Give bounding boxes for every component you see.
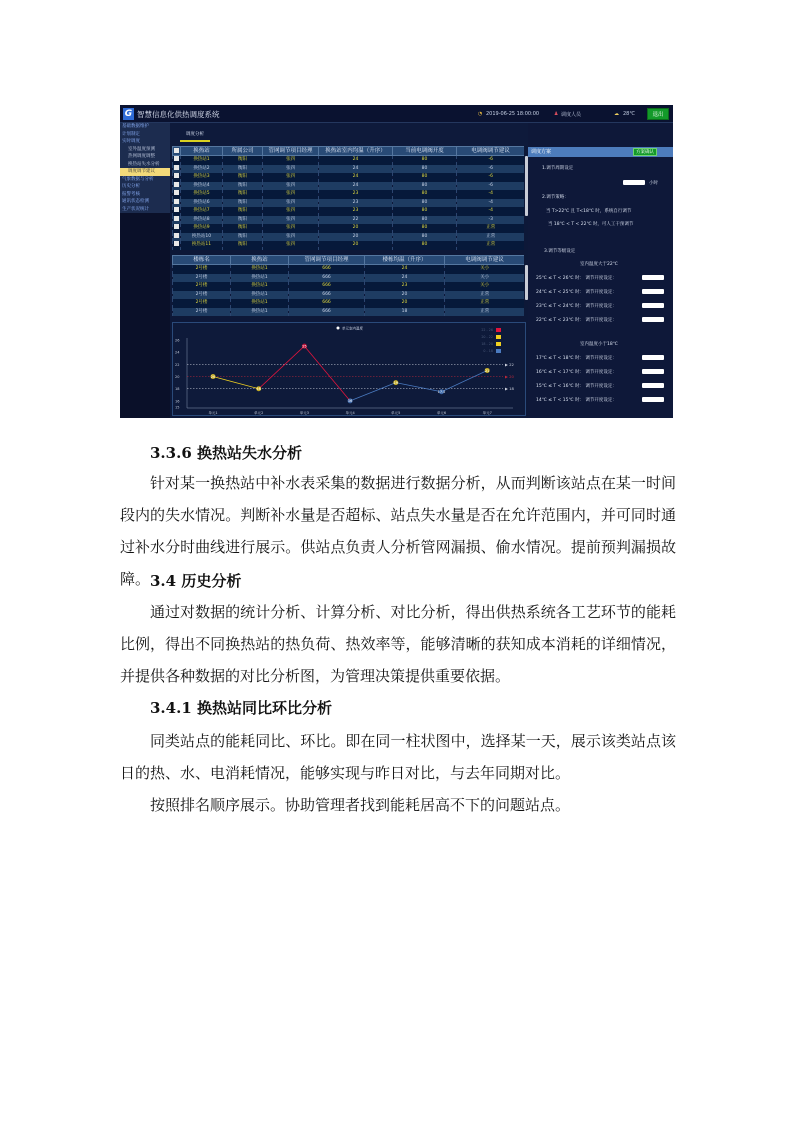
table-cell: 换热站1	[231, 274, 289, 283]
opening-input[interactable]	[642, 383, 664, 388]
paragraph-history: 通过对数据的统计分析、计算分析、对比分析，得出供热系统各工艺环节的能耗比例，得出不同换热站的热负荷、热效率等，能够清晰的获知成本消耗的详细情况，并提供各种数据的对比分析图，为管理决策提供重要依据。	[120, 603, 676, 685]
table-cell: 23	[319, 207, 393, 216]
table-cell: 张四	[263, 199, 319, 208]
mark-line-label: ▶ 20	[505, 374, 514, 380]
data-label: 25	[302, 344, 307, 349]
table-cell: 20	[319, 224, 393, 233]
table-cell: 张四	[263, 165, 319, 174]
table-cell: 衡阳	[223, 216, 263, 225]
low-temp-title: 室内温度小于18℃	[580, 342, 618, 347]
table-cell: 24	[319, 173, 393, 182]
piece-swatch[interactable]	[496, 328, 501, 332]
table-cell: 2号楼	[173, 282, 231, 291]
table-cell: 24	[319, 156, 393, 165]
strategy-label: 2.调节策略：	[542, 195, 569, 200]
column-header: 换热站	[181, 147, 223, 156]
y-tick-label: 15	[175, 405, 180, 410]
tab-bar	[170, 123, 528, 146]
table-cell: 正常	[445, 291, 525, 300]
sidebar-item[interactable]: 换热站失水分析	[120, 161, 170, 169]
table-cell: 80	[393, 182, 457, 191]
table-cell: 衡阳	[223, 190, 263, 199]
table-cell: 2号楼	[173, 265, 231, 274]
column-header: 所属公司	[223, 147, 263, 156]
table-row[interactable]	[173, 241, 525, 250]
table-row[interactable]	[173, 207, 525, 216]
cycle-unit: 小时	[649, 181, 658, 186]
row-checkbox[interactable]	[173, 156, 181, 165]
legend-label[interactable]: 单元室内温度	[342, 326, 363, 331]
x-tick-label: 单元6	[436, 411, 447, 415]
x-tick-label: 单元7	[482, 411, 492, 415]
level-rule: 16℃ ≤ T < 17℃ 时： 调节开度设定：	[536, 370, 617, 375]
table-cell: 换热站11	[181, 241, 223, 250]
table-cell: 80	[393, 165, 457, 174]
opening-input[interactable]	[642, 355, 664, 360]
table-cell: 衡阳	[223, 207, 263, 216]
table-cell: 22	[319, 216, 393, 225]
line-segment	[259, 346, 305, 389]
y-tick-label: 26	[175, 338, 180, 343]
x-tick-label: 单元4	[345, 411, 355, 415]
cycle-label: 1.调节周期设定	[542, 166, 574, 171]
mark-line-label: ▶ 22	[505, 361, 514, 367]
confirm-plan-button[interactable]: 方案确认	[633, 148, 657, 156]
table-cell: 张四	[263, 173, 319, 182]
table-row[interactable]	[173, 233, 525, 242]
table-row[interactable]	[173, 282, 525, 291]
table-cell: 张四	[263, 207, 319, 216]
row-checkbox[interactable]	[173, 216, 181, 225]
row-checkbox[interactable]	[173, 199, 181, 208]
data-label: 17.5	[437, 390, 446, 395]
opening-input[interactable]	[642, 289, 664, 294]
piece-label: 18 - 20	[481, 342, 493, 346]
table-cell: 666	[289, 265, 365, 274]
table-cell: 关小	[445, 282, 525, 291]
app-header	[120, 105, 673, 123]
table-cell: 衡阳	[223, 173, 263, 182]
table-cell: 换热站1	[231, 265, 289, 274]
level-rule: 24℃ ≤ T < 25℃ 时： 调节开度设定：	[536, 290, 617, 295]
column-header: 换热站	[231, 256, 289, 265]
table-cell: 张四	[263, 216, 319, 225]
table-cell: 24	[319, 165, 393, 174]
main-panel	[170, 123, 528, 418]
level-rule: 15℃ ≤ T < 16℃ 时： 调节开度设定：	[536, 384, 617, 389]
row-checkbox[interactable]	[173, 165, 181, 174]
level-rule: 17℃ ≤ T < 18℃ 时： 调节开度设定：	[536, 356, 617, 361]
sidebar-item[interactable]: 报警考核	[120, 191, 170, 199]
table-row[interactable]	[173, 274, 525, 283]
table-cell: 80	[393, 233, 457, 242]
table-row[interactable]	[173, 190, 525, 199]
table-cell: 换热站1	[181, 156, 223, 165]
opening-input[interactable]	[642, 369, 664, 374]
app-title: 智慧信息化供热调度系统	[137, 110, 220, 119]
table-cell: 23	[319, 190, 393, 199]
table-row[interactable]	[173, 299, 525, 308]
table-row[interactable]	[173, 291, 525, 300]
column-header: 楼栋均温（升序）	[365, 256, 445, 265]
table-cell: 666	[289, 299, 365, 308]
table-cell: 80	[393, 216, 457, 225]
column-header: 管网调节项目经理	[263, 147, 319, 156]
table-cell: 换热站9	[181, 224, 223, 233]
opening-input[interactable]	[642, 275, 664, 280]
row-checkbox[interactable]	[173, 207, 181, 216]
table-cell: -6	[457, 165, 525, 174]
sidebar-item[interactable]: 计划制定	[120, 131, 170, 139]
column-header: 电调阀调节建议	[457, 147, 525, 156]
building-table-wrap	[172, 255, 524, 317]
x-tick-label: 单元1	[208, 411, 218, 415]
table-cell: 张四	[263, 182, 319, 191]
paragraph-yoy: 同类站点的能耗同比、环比。即在同一柱状图中，选择某一天，展示该类站点该日的热、水、电消耗情况，能够实现与昨日对比，与去年同期对比。	[120, 732, 676, 782]
table-cell: 换热站1	[231, 291, 289, 300]
weather-icon: ☁	[614, 111, 619, 117]
table-cell: 换热站10	[181, 233, 223, 242]
table-cell: 24	[319, 182, 393, 191]
sidebar-item[interactable]: 历史分析	[120, 183, 170, 191]
x-tick-label: 单元3	[299, 411, 310, 415]
table-cell: 换热站7	[181, 207, 223, 216]
table-cell: 换热站6	[181, 199, 223, 208]
table-cell: 张四	[263, 224, 319, 233]
building-table	[172, 255, 524, 316]
table-cell: 换热站2	[181, 165, 223, 174]
table-cell: 张四	[263, 241, 319, 250]
table-cell: 正常	[445, 299, 525, 308]
table-cell: 衡阳	[223, 241, 263, 250]
tab-dispatch-analysis[interactable]: 调度分析	[180, 131, 210, 142]
table-cell: 换热站8	[181, 216, 223, 225]
table-cell: 2号楼	[173, 299, 231, 308]
sidebar-item[interactable]: 通讯状态检测	[120, 198, 170, 206]
table-cell: 关小	[445, 274, 525, 283]
piece-swatch[interactable]	[496, 349, 501, 353]
table-cell: 衡阳	[223, 233, 263, 242]
data-label: 20	[210, 374, 216, 379]
heading-3-4-1: 3.4.1 换热站同比环比分析	[150, 699, 332, 717]
app-screenshot	[120, 105, 673, 418]
sidebar-item[interactable]: 热网调度调整	[120, 153, 170, 161]
table-cell: 张四	[263, 190, 319, 199]
piece-label: 0 - 18	[483, 349, 493, 353]
table-cell: 衡阳	[223, 182, 263, 191]
temperature-chart	[172, 322, 526, 416]
rule-manual: 当 18℃ < T < 22℃ 时，可人工干预调节	[548, 222, 634, 227]
dispatch-plan-panel	[528, 123, 673, 418]
table-cell: 衡阳	[223, 199, 263, 208]
table-cell: -6	[457, 182, 525, 191]
y-tick-label: 20	[175, 375, 180, 380]
table-row[interactable]	[173, 182, 525, 191]
piece-swatch[interactable]	[496, 335, 501, 339]
table-cell: 80	[393, 199, 457, 208]
opening-input[interactable]	[642, 303, 664, 308]
table-cell: 20	[365, 291, 445, 300]
table-row[interactable]	[173, 199, 525, 208]
row-checkbox[interactable]	[173, 241, 181, 250]
app-logo: G	[124, 109, 133, 119]
heading-3-4: 3.4 历史分析	[150, 572, 242, 590]
table-cell: 换热站4	[181, 182, 223, 191]
table-cell: 23	[365, 282, 445, 291]
table-cell: 80	[393, 207, 457, 216]
plan-header	[528, 147, 673, 157]
table-cell: 换热站1	[231, 299, 289, 308]
column-header: 当前电调阀开度	[393, 147, 457, 156]
table-cell: 80	[393, 241, 457, 250]
data-label: 18	[256, 387, 261, 392]
x-tick-label: 单元5	[391, 411, 401, 415]
table-cell: 20	[319, 233, 393, 242]
piece-label: 20 - 22	[481, 335, 493, 339]
table-cell: 2号楼	[173, 274, 231, 283]
column-header: 管网调节项目经理	[289, 256, 365, 265]
table-cell: 关小	[445, 265, 525, 274]
row-checkbox[interactable]	[173, 224, 181, 233]
sidebar-item[interactable]: 实时调度	[120, 138, 170, 146]
table-cell: 换热站1	[231, 282, 289, 291]
weather-temp: 28℃	[623, 111, 635, 117]
row-checkbox[interactable]	[173, 173, 181, 182]
select-all-checkbox[interactable]	[173, 147, 181, 156]
table-cell: -6	[457, 173, 525, 182]
piece-label: 22 - 26	[481, 328, 493, 332]
column-header: 电调阀调节建议	[445, 256, 525, 265]
table-cell: -3	[457, 216, 525, 225]
paragraph-ranking: 按照排名顺序展示。协助管理者找到能耗居高不下的问题站点。	[150, 796, 571, 814]
datetime: 2019-06-25 18:00:00	[486, 111, 540, 117]
paragraph-water-loss: 针对某一换热站中补水表采集的数据进行数据分析，从而判断该站点在某一时间段内的失水情况。判断补水量是否超标、站点失水量是否在允许范围内，并可同时通过补水分时曲线进行展示。供站点负责人分析管网漏损、偷水情况。提前预判漏损故障。	[120, 474, 676, 588]
table-cell: 换热站3	[181, 173, 223, 182]
table-cell: -4	[457, 190, 525, 199]
rule-auto: 当 T>22℃ 且 T<18℃ 时，系统自行调节	[546, 209, 632, 214]
sidebar-item[interactable]: 气象数据与分析	[120, 176, 170, 184]
plan-title: 调度方案	[531, 149, 552, 155]
table-row[interactable]	[173, 156, 525, 165]
table-cell: 20	[365, 299, 445, 308]
level-rule: 14℃ ≤ T < 15℃ 时： 调节开度设定：	[536, 398, 617, 403]
table-cell: 换热站5	[181, 190, 223, 199]
table-cell: -6	[457, 156, 525, 165]
data-label: 16	[347, 399, 353, 404]
sidebar-item[interactable]: 生产状况统计	[120, 206, 170, 214]
column-header: 换热站室内均温（升序）	[319, 147, 393, 156]
table-cell: 666	[289, 274, 365, 283]
table-header-row	[173, 147, 525, 156]
table-cell: 20	[319, 241, 393, 250]
table-cell: 666	[289, 308, 365, 317]
table-cell: -4	[457, 207, 525, 216]
heading-3-3-6: 3.3.6 换热站失水分析	[150, 444, 302, 462]
table-header-row	[173, 256, 525, 265]
clock-icon: ◔	[478, 111, 483, 117]
table-row[interactable]	[173, 165, 525, 174]
y-tick-label: 16	[175, 399, 180, 404]
station-table-wrap	[172, 146, 524, 251]
table-cell: 666	[289, 282, 365, 291]
table-cell: 80	[393, 224, 457, 233]
opening-input[interactable]	[642, 317, 664, 322]
table-cell: 正常	[457, 224, 525, 233]
table-row[interactable]	[173, 224, 525, 233]
table-cell: 24	[365, 274, 445, 283]
table-cell: -4	[457, 199, 525, 208]
piece-swatch[interactable]	[496, 342, 501, 346]
user-name[interactable]: 调度人员	[561, 112, 582, 118]
table-cell: 24	[365, 265, 445, 274]
table-cell: 衡阳	[223, 156, 263, 165]
mark-line-label: ▶ 18	[505, 386, 514, 392]
exit-button[interactable]: 退出	[647, 108, 669, 120]
sidebar-item[interactable]: 室外温度预测	[120, 146, 170, 154]
table-cell: 18	[365, 308, 445, 317]
y-tick-label: 18	[175, 387, 180, 392]
table-cell: 换热站1	[231, 308, 289, 317]
opening-input[interactable]	[642, 397, 664, 402]
table-cell: 2号楼	[173, 308, 231, 317]
chart-svg	[173, 323, 527, 417]
table-cell: 80	[393, 156, 457, 165]
table-row[interactable]	[173, 216, 525, 225]
station-table	[172, 146, 524, 250]
row-checkbox[interactable]	[173, 233, 181, 242]
table-cell: 23	[319, 199, 393, 208]
level-label: 3.调节等级设定	[544, 249, 576, 254]
data-label: 19	[393, 380, 399, 385]
table-cell: 衡阳	[223, 224, 263, 233]
row-checkbox[interactable]	[173, 182, 181, 191]
table-cell: 张四	[263, 156, 319, 165]
level-rule: 23℃ ≤ T < 24℃ 时： 调节开度设定：	[536, 304, 617, 309]
table-cell: 张四	[263, 233, 319, 242]
y-tick-label: 22	[175, 362, 180, 367]
high-temp-title: 室内温度大于22℃	[580, 262, 618, 267]
table-cell: 80	[393, 190, 457, 199]
table-row[interactable]	[173, 173, 525, 182]
table-cell: 正常	[457, 241, 525, 250]
table-cell: 80	[393, 173, 457, 182]
legend-marker	[337, 327, 340, 330]
table-cell: 2号楼	[173, 291, 231, 300]
sidebar-item[interactable]: 调度调节建议	[120, 168, 170, 176]
table-cell: 衡阳	[223, 165, 263, 174]
y-tick-label: 24	[175, 350, 180, 355]
table-cell: 正常	[457, 233, 525, 242]
table-cell: 正常	[445, 308, 525, 317]
cycle-input[interactable]	[623, 180, 645, 185]
column-header: 楼栋名	[173, 256, 231, 265]
row-checkbox[interactable]	[173, 190, 181, 199]
level-rule: 25℃ ≤ T < 26℃ 时： 调节开度设定：	[536, 276, 617, 281]
sidebar-item[interactable]: 基础数据维护	[120, 123, 170, 131]
table-row[interactable]	[173, 265, 525, 274]
x-tick-label: 单元2	[254, 411, 264, 415]
table-row[interactable]	[173, 308, 525, 317]
sidebar	[120, 123, 170, 418]
level-rule: 22℃ ≤ T < 23℃ 时： 调节开度设定：	[536, 318, 617, 323]
table-cell: 666	[289, 291, 365, 300]
user-icon: ♟	[554, 111, 559, 117]
data-label: 21	[484, 368, 490, 373]
